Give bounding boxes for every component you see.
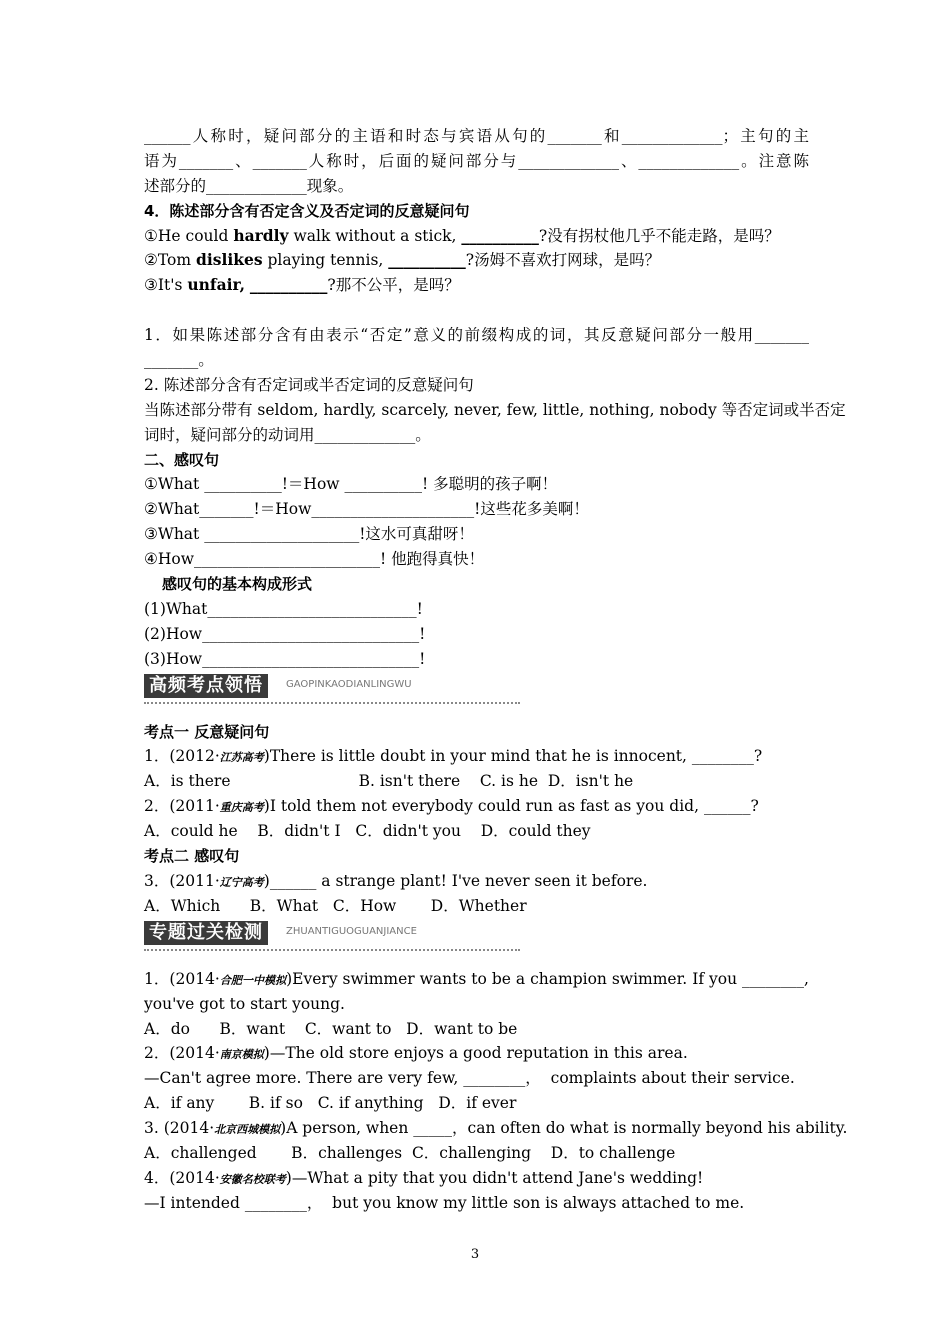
question: 3．(2011·辽宁高考)______ a strange plant! I've never seen it before. bbox=[144, 871, 648, 890]
example-line: ③What ____________________!这水可真甜呀！ bbox=[144, 525, 474, 544]
section-banner bbox=[144, 921, 809, 951]
example-line: ②Tom dislikes playing tennis, __________?汤姆不喜欢打网球，是吗？ bbox=[144, 250, 661, 270]
section-heading: 二、感叹句 bbox=[144, 450, 220, 469]
rule-line: 1．如果陈述部分含有由表示“否定”意义的前缀构成的词，其反意疑问部分一般用_______ bbox=[144, 326, 809, 345]
question-options: A．challenged B．challenges C．challenging D．to challenge bbox=[144, 1143, 676, 1162]
rule-line: 词时，疑问部分的动词用_____________。 bbox=[144, 425, 431, 444]
text-line: ______人称时，疑问部分的主语和时态与宾语从句的_______和_____________；主句的主 bbox=[144, 127, 809, 145]
banner-label: 专题过关检测 bbox=[144, 921, 268, 945]
question-cont: —Can't agree more. There are very few, ________， complaints about their service. bbox=[144, 1069, 795, 1088]
document-page bbox=[144, 124, 848, 1216]
example-line: ③It's unfair, __________?那不公平，是吗？ bbox=[144, 275, 460, 295]
question-options: A．Which B．What C．How D．Whether bbox=[144, 896, 527, 915]
form-line: (1)What___________________________! bbox=[144, 599, 423, 618]
banner-pinyin: ZHUANTIGUOGUANJIANCE bbox=[286, 925, 417, 937]
page-number: 3 bbox=[470, 1247, 480, 1262]
question-options: A．if any B. if so C. if anything D．if ever bbox=[144, 1094, 517, 1113]
subheading: 感叹句的基本构成形式 bbox=[162, 575, 313, 594]
question-options: A．could he B．didn't I C．didn't you D．could they bbox=[144, 822, 591, 841]
banner-pinyin: GAOPINKAODIANLINGWU bbox=[286, 678, 412, 690]
topic-heading: 考点一 反意疑问句 bbox=[144, 722, 270, 741]
question: 3. (2014·北京西城模拟)A person, when _____，can often do what is normally beyond his ability. bbox=[144, 1119, 848, 1138]
question: 4．(2014·安徽名校联考)—What a pity that you didn't attend Jane's wedding! bbox=[144, 1168, 704, 1187]
rule-line: _______。 bbox=[144, 351, 214, 370]
example-line: ①He could hardly walk without a stick, __________?没有拐杖他几乎不能走路，是吗？ bbox=[144, 225, 780, 245]
example-line: ④How________________________! 他跑得真快！ bbox=[144, 550, 485, 569]
banner-label: 高频考点领悟 bbox=[144, 674, 268, 698]
rule-line: 2. 陈述部分含有否定词或半否定词的反意疑问句 bbox=[144, 375, 474, 394]
text-line: 语为_______、_______人称时，后面的疑问部分与_____________、_____________。注意陈 bbox=[144, 151, 809, 170]
example-line: ②What_______!＝How_____________________!这些花多美啊！ bbox=[144, 500, 589, 519]
text-line: 述部分的_____________现象。 bbox=[144, 176, 354, 195]
question: 2．(2011·重庆高考)I told them not everybody could run as fast as you did, ______? bbox=[144, 797, 759, 816]
question-options: A．do B．want C．want to D．want to be bbox=[144, 1019, 518, 1038]
question: 2．(2014·南京模拟)—The old store enjoys a good reputation in this area. bbox=[144, 1044, 688, 1063]
topic-heading: 考点二 感叹句 bbox=[144, 847, 240, 866]
form-line: (2)How____________________________! bbox=[144, 624, 426, 643]
form-line: (3)How____________________________! bbox=[144, 649, 426, 668]
rule-line: 当陈述部分带有 seldom, hardly, scarcely, never, few, little, nothing, nobody 等否定词或半否定 bbox=[144, 400, 846, 419]
question-options: A．is there B. isn't there C. is he D．isn't he bbox=[144, 772, 634, 791]
dotted-divider bbox=[144, 949, 520, 951]
question: 1．(2012·江苏高考)There is little doubt in your mind that he is innocent, ________? bbox=[144, 747, 763, 766]
dotted-divider bbox=[144, 702, 520, 704]
example-line: ①What __________!＝How __________! 多聪明的孩子啊！ bbox=[144, 475, 558, 494]
question-cont: you've got to start young. bbox=[144, 994, 345, 1013]
question-cont: —I intended ________， but you know my little son is always attached to me. bbox=[144, 1193, 745, 1212]
section-heading: 4．陈述部分含有否定含义及否定词的反意疑问句 bbox=[144, 201, 470, 220]
section-banner bbox=[144, 674, 809, 704]
question: 1．(2014·合肥一中模拟)Every swimmer wants to be a champion swimmer. If you ________, bbox=[144, 969, 809, 988]
